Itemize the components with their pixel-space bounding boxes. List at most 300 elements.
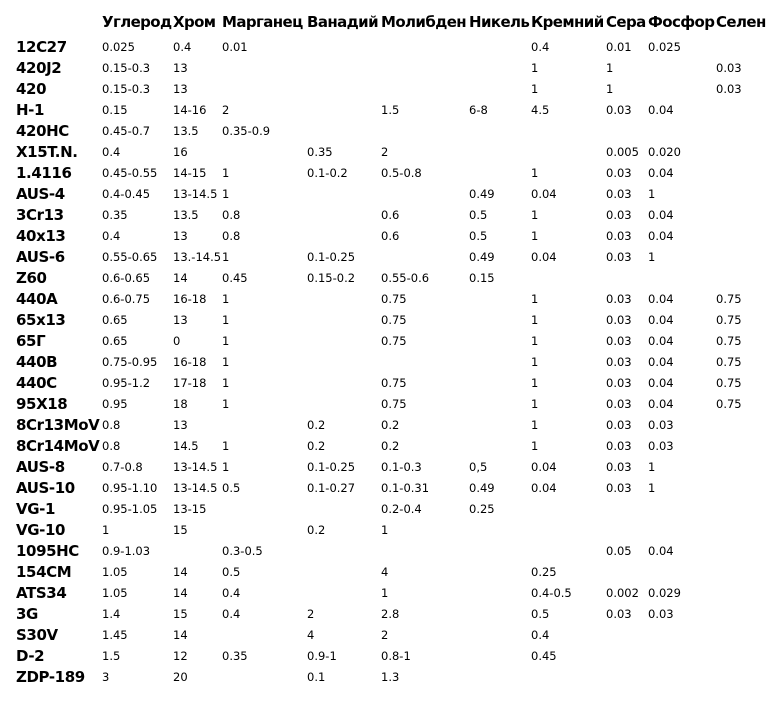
composition-value xyxy=(222,498,307,519)
table-body xyxy=(16,36,776,687)
composition-value: 0.15-0.3 xyxy=(102,81,151,96)
composition-value: 1 xyxy=(222,459,230,474)
composition-value: 13-14.5 xyxy=(173,186,218,201)
table-row xyxy=(16,351,776,372)
composition-value: 0.4 xyxy=(531,39,550,54)
composition-value xyxy=(307,288,381,309)
composition-value: 0.35 xyxy=(307,144,333,159)
composition-value: 0.01 xyxy=(606,39,632,54)
composition-value: 0.75 xyxy=(381,375,407,390)
steel-grade-name: 3Cr13 xyxy=(16,205,64,224)
composition-value: 1 xyxy=(648,249,656,264)
steel-grade-name: 3G xyxy=(16,604,38,623)
composition-value xyxy=(469,162,531,183)
composition-value: 14 xyxy=(173,270,188,285)
table-row xyxy=(16,372,776,393)
composition-value: 13 xyxy=(173,312,188,327)
composition-value: 0.029 xyxy=(648,585,681,600)
composition-value xyxy=(381,78,469,99)
composition-value xyxy=(716,456,776,477)
steel-grade-name: 8Cr13MoV xyxy=(16,415,100,434)
composition-value xyxy=(469,393,531,414)
composition-value: 0.04 xyxy=(648,228,674,243)
composition-value xyxy=(648,78,716,99)
composition-value: 13.-14.5 xyxy=(173,249,222,264)
composition-value xyxy=(173,540,222,561)
composition-value xyxy=(648,624,716,645)
composition-value xyxy=(222,519,307,540)
steel-grade-name: 1.4116 xyxy=(16,163,72,182)
composition-value: 1 xyxy=(381,585,389,600)
composition-value xyxy=(606,120,648,141)
composition-value xyxy=(222,624,307,645)
composition-value: 16-18 xyxy=(173,291,207,306)
composition-value xyxy=(531,141,606,162)
column-header: Кремний xyxy=(531,12,604,31)
table-row xyxy=(16,204,776,225)
composition-value xyxy=(469,36,531,57)
composition-value xyxy=(307,78,381,99)
composition-value xyxy=(606,519,648,540)
composition-value: 0.2 xyxy=(307,438,326,453)
composition-value: 1 xyxy=(531,417,539,432)
composition-value: 0.04 xyxy=(648,375,674,390)
composition-value: 0.03 xyxy=(606,480,632,495)
composition-value: 0.03 xyxy=(606,396,632,411)
composition-value: 0 xyxy=(173,333,181,348)
composition-value: 1 xyxy=(222,291,230,306)
composition-value: 0.04 xyxy=(531,186,557,201)
composition-value xyxy=(307,540,381,561)
composition-value: 0.3-0.5 xyxy=(222,543,263,558)
composition-value: 1 xyxy=(222,438,230,453)
table-row xyxy=(16,540,776,561)
table-row xyxy=(16,57,776,78)
composition-value: 0.04 xyxy=(648,165,674,180)
composition-value: 1.5 xyxy=(102,648,121,663)
composition-value xyxy=(716,183,776,204)
table-row xyxy=(16,36,776,57)
composition-value xyxy=(716,36,776,57)
composition-value: 0.25 xyxy=(469,501,495,516)
composition-value: 0.75 xyxy=(381,333,407,348)
steel-grade-name: 440C xyxy=(16,373,57,392)
composition-value: 0.6-0.75 xyxy=(102,291,151,306)
composition-value: 0.1-0.25 xyxy=(307,249,356,264)
composition-value: 1 xyxy=(531,228,539,243)
composition-value xyxy=(716,561,776,582)
composition-value: 0.03 xyxy=(606,333,632,348)
composition-value: 1 xyxy=(531,291,539,306)
composition-value: 18 xyxy=(173,396,188,411)
steel-grade-name: Z60 xyxy=(16,268,47,287)
composition-value: 0.95 xyxy=(102,396,128,411)
composition-value xyxy=(716,435,776,456)
composition-value: 0.1-0.2 xyxy=(307,165,348,180)
composition-value: 4 xyxy=(381,564,389,579)
composition-value xyxy=(307,372,381,393)
composition-value xyxy=(531,519,606,540)
composition-value: 0.2 xyxy=(307,522,326,537)
composition-value xyxy=(307,351,381,372)
table-row xyxy=(16,183,776,204)
table-row xyxy=(16,99,776,120)
steel-grade-name: 440A xyxy=(16,289,58,308)
table-row xyxy=(16,309,776,330)
composition-value: 1 xyxy=(531,438,539,453)
composition-value: 0.04 xyxy=(648,333,674,348)
composition-value: 0.05 xyxy=(606,543,632,558)
composition-value: 0.1-0.25 xyxy=(307,459,356,474)
composition-value: 0.1 xyxy=(307,669,326,684)
composition-value: 0.03 xyxy=(648,438,674,453)
steel-grade-name: 40x13 xyxy=(16,226,66,245)
steel-grade-name: D-2 xyxy=(16,646,45,665)
composition-value: 1 xyxy=(648,459,656,474)
composition-value xyxy=(716,267,776,288)
composition-value: 0.01 xyxy=(222,39,248,54)
steel-grade-name: 12C27 xyxy=(16,37,67,56)
composition-value xyxy=(469,78,531,99)
composition-value: 0.03 xyxy=(716,60,742,75)
composition-value: 0.6-0.65 xyxy=(102,270,151,285)
composition-value: 4 xyxy=(307,627,315,642)
composition-value: 0.9-1 xyxy=(307,648,337,663)
column-header: Марганец xyxy=(222,12,303,31)
table-row xyxy=(16,120,776,141)
composition-value: 0.35 xyxy=(222,648,248,663)
table-row xyxy=(16,603,776,624)
composition-value: 0.75 xyxy=(716,312,742,327)
composition-value xyxy=(381,351,469,372)
table-row xyxy=(16,519,776,540)
composition-value: 0.65 xyxy=(102,312,128,327)
composition-value: 0.15 xyxy=(469,270,495,285)
composition-value xyxy=(648,267,716,288)
steel-grade-name: 440B xyxy=(16,352,58,371)
composition-value: 0.75 xyxy=(716,375,742,390)
steel-grade-name: 420 xyxy=(16,79,47,98)
composition-value xyxy=(606,666,648,687)
composition-value: 1 xyxy=(531,375,539,390)
composition-value: 14-15 xyxy=(173,165,207,180)
composition-value: 0.04 xyxy=(531,249,557,264)
composition-value: 4.5 xyxy=(531,102,550,117)
composition-value xyxy=(307,309,381,330)
composition-value xyxy=(381,120,469,141)
composition-value: 2 xyxy=(381,144,389,159)
composition-value xyxy=(469,351,531,372)
composition-value: 0.49 xyxy=(469,480,495,495)
composition-value: 0,5 xyxy=(469,459,488,474)
composition-value: 0.03 xyxy=(716,81,742,96)
composition-value xyxy=(716,582,776,603)
steel-grade-name: AUS-4 xyxy=(16,184,65,203)
composition-value: 0.75 xyxy=(381,291,407,306)
composition-value: 0.04 xyxy=(648,312,674,327)
composition-value: 0.6 xyxy=(381,228,400,243)
table-row xyxy=(16,561,776,582)
composition-value xyxy=(381,183,469,204)
composition-value xyxy=(469,561,531,582)
composition-value: 0.2 xyxy=(381,417,400,432)
composition-value xyxy=(469,372,531,393)
composition-value: 20 xyxy=(173,669,188,684)
composition-value: 0.45-0.7 xyxy=(102,123,151,138)
composition-value: 0.49 xyxy=(469,249,495,264)
composition-value xyxy=(531,498,606,519)
table-row xyxy=(16,435,776,456)
column-header: Сера xyxy=(606,12,646,31)
table-row xyxy=(16,477,776,498)
composition-value xyxy=(469,645,531,666)
composition-value xyxy=(648,57,716,78)
composition-value: 0.03 xyxy=(606,186,632,201)
composition-value xyxy=(606,498,648,519)
column-header: Никель xyxy=(469,12,530,31)
composition-value xyxy=(307,330,381,351)
composition-value: 0.03 xyxy=(606,459,632,474)
composition-value: 0.45-0.55 xyxy=(102,165,158,180)
composition-value: 0.45 xyxy=(531,648,557,663)
composition-value xyxy=(469,414,531,435)
composition-value xyxy=(531,666,606,687)
composition-value xyxy=(648,498,716,519)
composition-value xyxy=(648,666,716,687)
composition-value: 0.75 xyxy=(716,291,742,306)
composition-value: 13-14.5 xyxy=(173,459,218,474)
composition-value: 1.45 xyxy=(102,627,128,642)
table-row xyxy=(16,141,776,162)
composition-value: 0.2 xyxy=(381,438,400,453)
composition-value: 3 xyxy=(102,669,110,684)
composition-value: 0.4 xyxy=(222,585,241,600)
composition-value: 0.04 xyxy=(648,354,674,369)
composition-value: 0.04 xyxy=(648,291,674,306)
composition-value xyxy=(716,204,776,225)
composition-value: 0.03 xyxy=(648,417,674,432)
composition-value: 1 xyxy=(222,354,230,369)
column-header: Селен xyxy=(716,12,766,31)
table-row xyxy=(16,498,776,519)
composition-value: 0.1-0.27 xyxy=(307,480,356,495)
composition-value: 0.65 xyxy=(102,333,128,348)
composition-value: 1.5 xyxy=(381,102,400,117)
composition-value: 2 xyxy=(307,606,315,621)
composition-value xyxy=(469,120,531,141)
composition-value: 1 xyxy=(606,81,614,96)
composition-value: 0.03 xyxy=(606,249,632,264)
composition-value: 0.03 xyxy=(606,228,632,243)
composition-value: 1 xyxy=(531,60,539,75)
composition-value: 0.8 xyxy=(102,438,121,453)
table-row xyxy=(16,330,776,351)
composition-value: 2 xyxy=(222,102,230,117)
composition-value: 0.7-0.8 xyxy=(102,459,143,474)
composition-value: 0.55-0.65 xyxy=(102,249,158,264)
composition-value: 0.75 xyxy=(716,354,742,369)
composition-value xyxy=(531,120,606,141)
composition-value: 0.15-0.2 xyxy=(307,270,356,285)
composition-value: 0.025 xyxy=(102,39,135,54)
column-header: Фосфор xyxy=(648,12,715,31)
composition-value: 0.25 xyxy=(531,564,557,579)
composition-value: 0.03 xyxy=(606,291,632,306)
composition-value: 0.5-0.8 xyxy=(381,165,422,180)
composition-value: 0.8 xyxy=(222,228,241,243)
composition-value: 0.8-1 xyxy=(381,648,411,663)
composition-value: 15 xyxy=(173,522,188,537)
composition-value: 0.03 xyxy=(606,417,632,432)
composition-value xyxy=(307,204,381,225)
composition-value: 1 xyxy=(531,81,539,96)
composition-value: 0.4 xyxy=(222,606,241,621)
composition-value xyxy=(469,141,531,162)
table-row xyxy=(16,582,776,603)
steel-composition-table xyxy=(16,7,776,687)
steel-grade-name: 420J2 xyxy=(16,58,62,77)
composition-value: 1 xyxy=(222,312,230,327)
steel-grade-name: AUS-8 xyxy=(16,457,65,476)
table-row xyxy=(16,666,776,687)
column-header: Молибден xyxy=(381,12,467,31)
composition-value xyxy=(648,645,716,666)
composition-value xyxy=(716,540,776,561)
composition-value: 1 xyxy=(648,480,656,495)
composition-value: 0.025 xyxy=(648,39,681,54)
composition-value: 2.8 xyxy=(381,606,400,621)
composition-value xyxy=(716,120,776,141)
table-row xyxy=(16,456,776,477)
composition-value xyxy=(307,393,381,414)
composition-value xyxy=(648,120,716,141)
composition-value: 14-16 xyxy=(173,102,207,117)
composition-value: 2 xyxy=(381,627,389,642)
composition-value xyxy=(469,330,531,351)
composition-value xyxy=(469,624,531,645)
table-row xyxy=(16,162,776,183)
composition-value: 1.3 xyxy=(381,669,400,684)
table-row xyxy=(16,78,776,99)
composition-value: 13-14.5 xyxy=(173,480,218,495)
composition-value: 1 xyxy=(222,333,230,348)
composition-value: 1.05 xyxy=(102,585,128,600)
composition-value: 1 xyxy=(222,396,230,411)
composition-value xyxy=(381,246,469,267)
composition-value: 0.04 xyxy=(648,543,674,558)
composition-value: 0.55-0.6 xyxy=(381,270,430,285)
composition-value: 0.5 xyxy=(531,606,550,621)
composition-value: 1 xyxy=(222,186,230,201)
composition-value xyxy=(606,645,648,666)
composition-value xyxy=(222,141,307,162)
composition-value xyxy=(307,225,381,246)
composition-value: 0.4 xyxy=(531,627,550,642)
composition-value: 0.04 xyxy=(648,396,674,411)
composition-value: 0.95-1.2 xyxy=(102,375,151,390)
composition-value: 12 xyxy=(173,648,188,663)
composition-value xyxy=(469,603,531,624)
composition-value: 0.03 xyxy=(606,606,632,621)
table-row xyxy=(16,414,776,435)
composition-value xyxy=(469,309,531,330)
composition-value: 14 xyxy=(173,627,188,642)
composition-value: 14 xyxy=(173,585,188,600)
column-header: Ванадий xyxy=(307,12,378,31)
composition-value: 1 xyxy=(381,522,389,537)
steel-grade-name: 8Cr14MoV xyxy=(16,436,100,455)
composition-value xyxy=(469,288,531,309)
steel-grade-name: AUS-10 xyxy=(16,478,75,497)
composition-value xyxy=(469,540,531,561)
composition-value xyxy=(716,162,776,183)
composition-value xyxy=(469,582,531,603)
steel-grade-name: S30V xyxy=(16,625,58,644)
composition-value xyxy=(716,624,776,645)
composition-value: 0.75 xyxy=(381,312,407,327)
composition-value: 0.75 xyxy=(716,333,742,348)
composition-value: 0.95-1.05 xyxy=(102,501,158,516)
composition-value: 0.2 xyxy=(307,417,326,432)
composition-value: 0.35 xyxy=(102,207,128,222)
composition-value xyxy=(307,57,381,78)
composition-value: 0.03 xyxy=(606,102,632,117)
composition-value xyxy=(381,57,469,78)
table-row xyxy=(16,267,776,288)
composition-value: 1 xyxy=(531,354,539,369)
composition-value xyxy=(716,498,776,519)
steel-grade-name: ATS34 xyxy=(16,583,67,602)
steel-grade-name: 65x13 xyxy=(16,310,66,329)
composition-value: 16-18 xyxy=(173,354,207,369)
composition-value: 0.8 xyxy=(102,417,121,432)
composition-value xyxy=(307,183,381,204)
composition-value xyxy=(307,498,381,519)
composition-value: 0.020 xyxy=(648,144,681,159)
composition-value: 0.03 xyxy=(606,207,632,222)
corner-cell xyxy=(16,7,102,36)
header-row xyxy=(16,7,776,36)
composition-value: 0.04 xyxy=(648,102,674,117)
composition-value: 13 xyxy=(173,60,188,75)
composition-value: 0.75 xyxy=(716,396,742,411)
composition-value: 0.03 xyxy=(606,354,632,369)
composition-value xyxy=(606,267,648,288)
composition-value: 0.35-0.9 xyxy=(222,123,271,138)
composition-value: 1 xyxy=(102,522,110,537)
table-row xyxy=(16,288,776,309)
composition-value xyxy=(381,36,469,57)
composition-value xyxy=(222,78,307,99)
composition-value xyxy=(716,414,776,435)
composition-value xyxy=(716,603,776,624)
composition-value: 0.002 xyxy=(606,585,639,600)
composition-value: 0.6 xyxy=(381,207,400,222)
composition-value: 0.4 xyxy=(102,228,121,243)
column-header: Углерод xyxy=(102,12,172,31)
composition-value xyxy=(716,225,776,246)
composition-value: 0.9-1.03 xyxy=(102,543,151,558)
composition-value: 1 xyxy=(531,312,539,327)
composition-value xyxy=(531,267,606,288)
steel-grade-name: ZDP-189 xyxy=(16,667,85,686)
composition-value xyxy=(531,540,606,561)
steel-grade-name: VG-1 xyxy=(16,499,55,518)
composition-value: 0.5 xyxy=(469,228,488,243)
composition-value xyxy=(222,414,307,435)
steel-grade-name: 65Г xyxy=(16,331,46,350)
composition-value: 0.5 xyxy=(222,480,241,495)
